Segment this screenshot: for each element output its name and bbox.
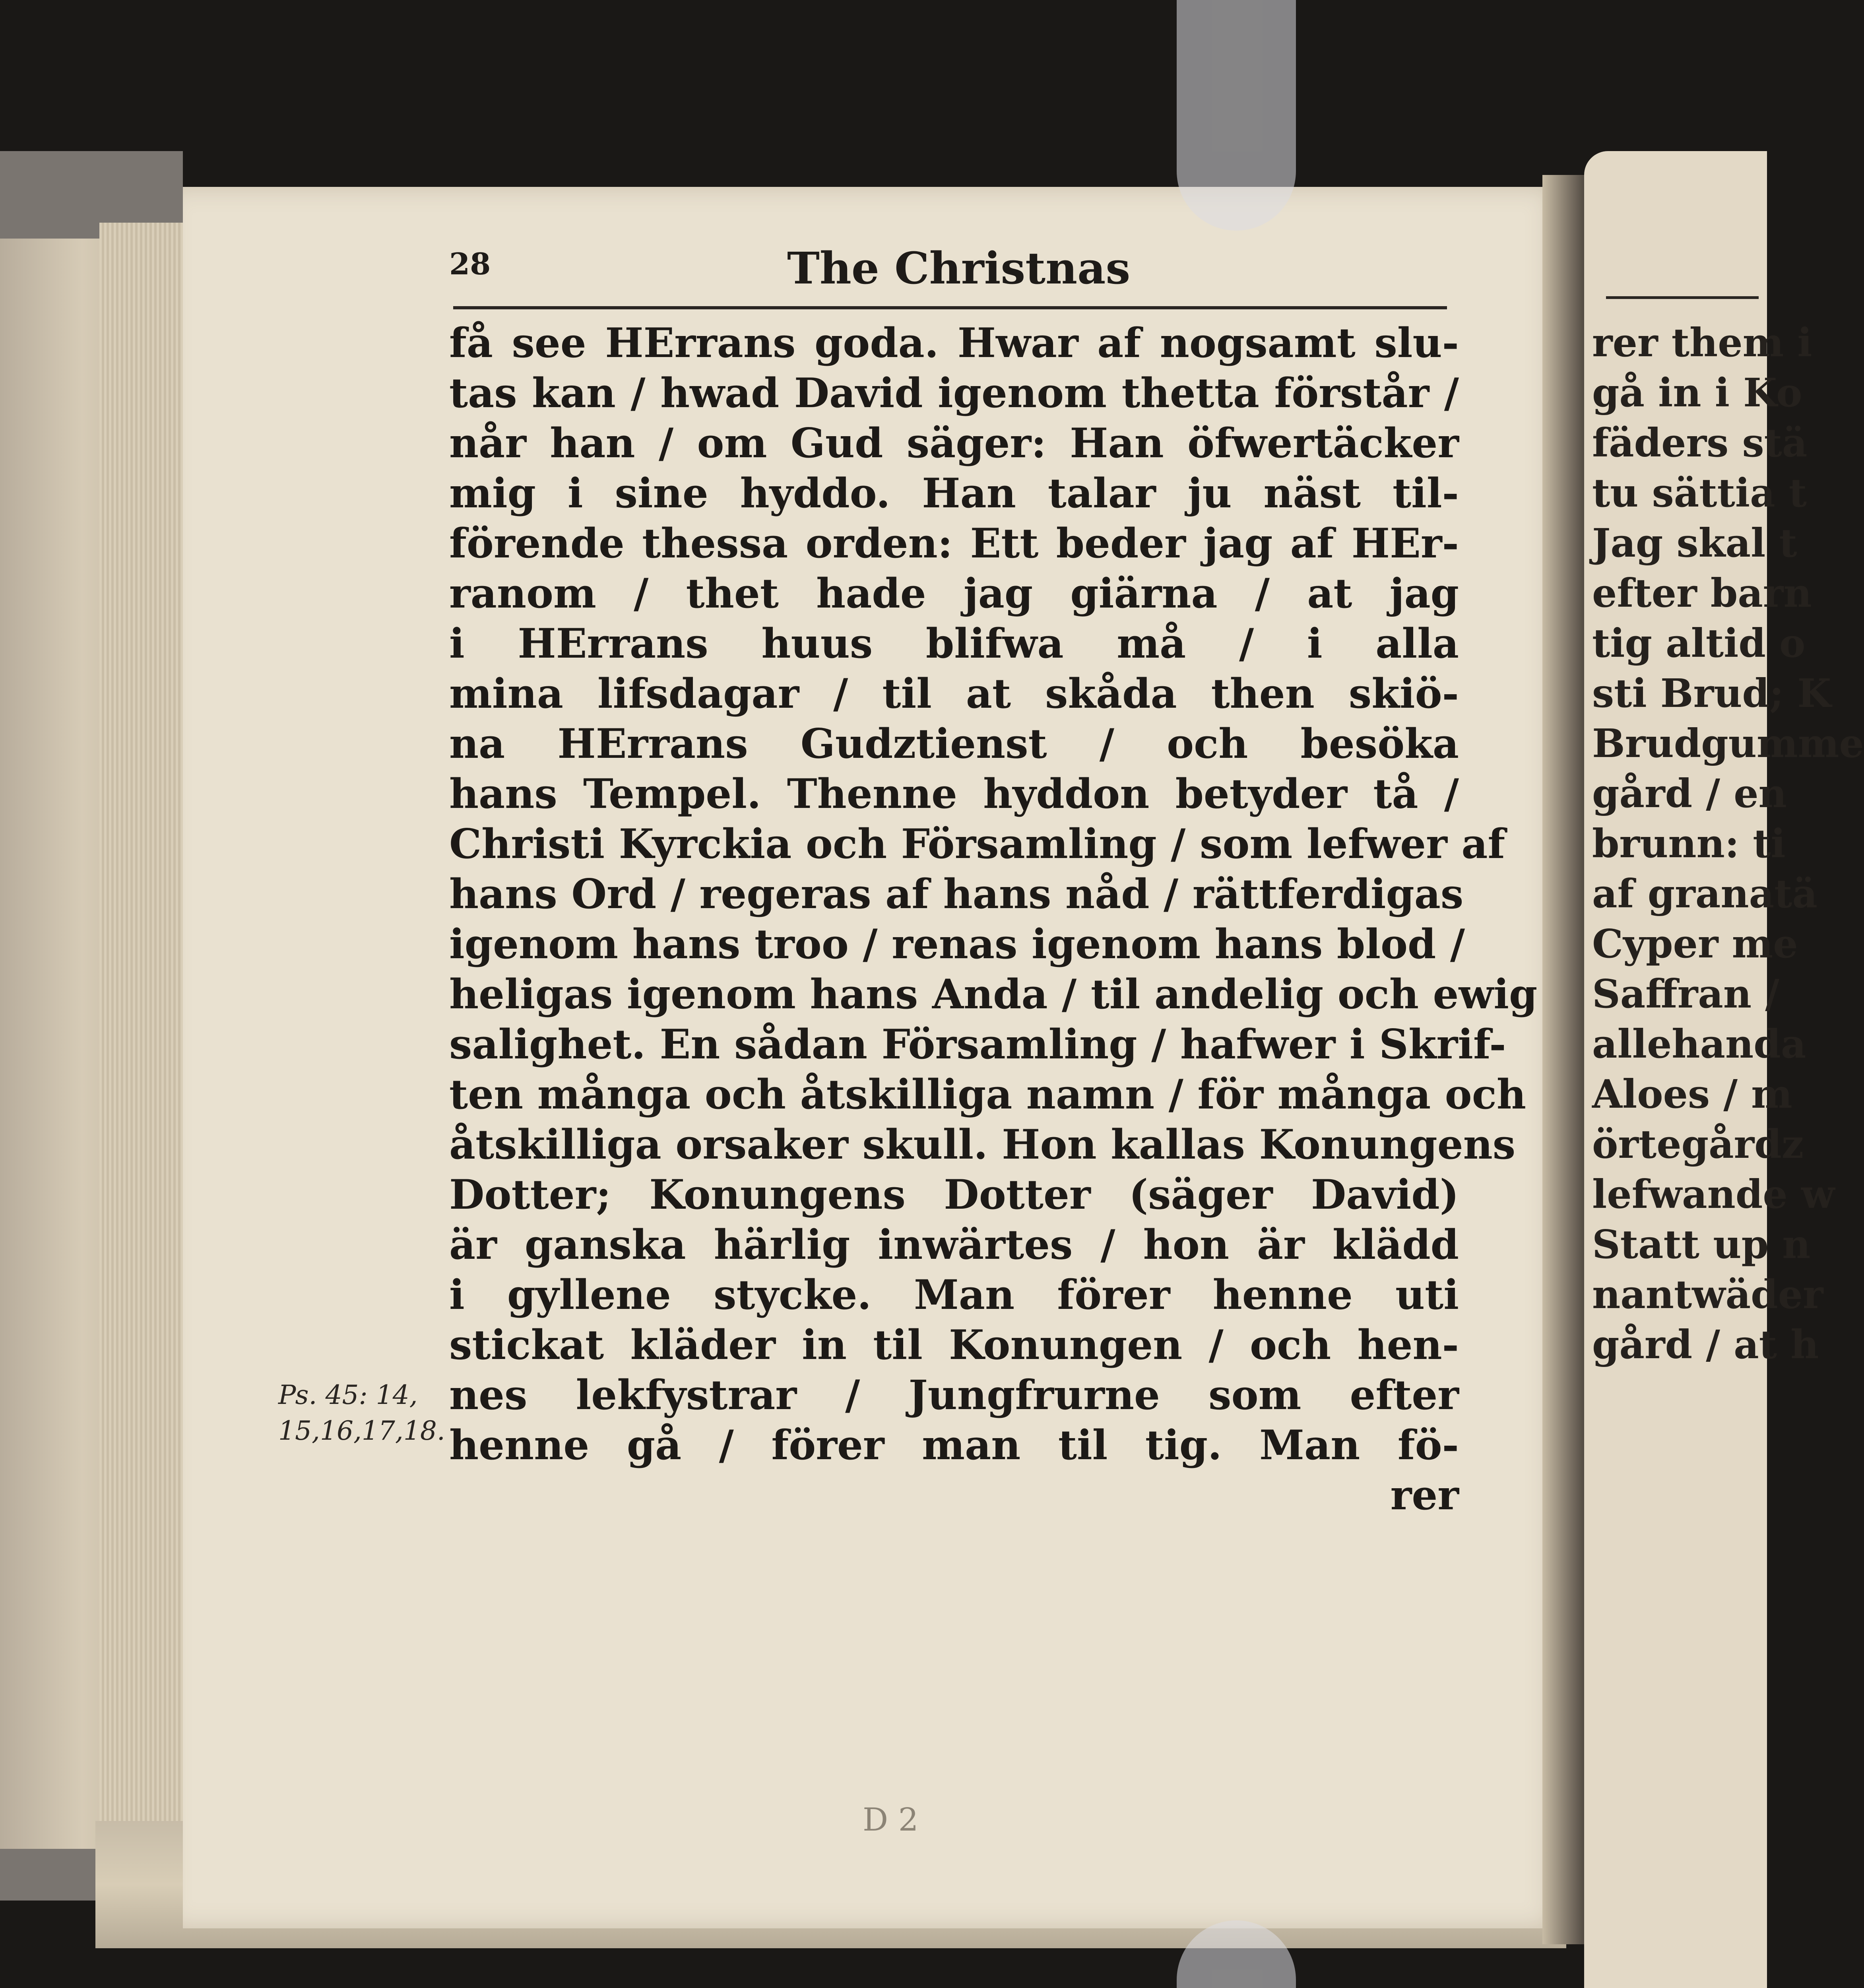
facing-text-line: Saffran / bbox=[1592, 971, 1780, 1017]
facing-text-line: lefwande w bbox=[1592, 1172, 1835, 1217]
text-line: åtskilliga orsaker skull. Hon kallas Konungens bbox=[449, 1121, 1516, 1169]
text-line: tas kan / hwad David igenom thetta förstår / bbox=[449, 369, 1459, 417]
text-line: få see HErrans goda. Hwar af nogsamt slu- bbox=[449, 319, 1459, 367]
text-line: förende thessa orden: Ett beder jag af HEr- bbox=[449, 520, 1459, 567]
text-line: är ganska härlig inwärtes / hon är klädd bbox=[449, 1221, 1459, 1269]
running-head: The Christnas bbox=[787, 243, 1131, 294]
text-line: når han / om Gud säger: Han öfwertäcker bbox=[449, 419, 1459, 467]
text-line: i gyllene stycke. Man förer henne uti bbox=[449, 1271, 1459, 1319]
facing-text-line: Statt up n bbox=[1592, 1222, 1811, 1268]
facing-text-line: brunn: ti bbox=[1592, 821, 1786, 867]
facing-text-line: Aloes / m bbox=[1592, 1072, 1792, 1117]
facing-text-line: af granatä bbox=[1592, 871, 1817, 917]
facing-text-line: Jag skal t bbox=[1592, 520, 1797, 566]
facing-text-line: fäders stä bbox=[1592, 420, 1808, 466]
page-edges bbox=[99, 223, 191, 1893]
margin-note: Ps. 45: 14, bbox=[278, 1380, 418, 1410]
text-line: Christi Kyrckia och Församling / som lefwer af bbox=[449, 820, 1505, 868]
facing-text-line: Brudgumme bbox=[1592, 721, 1864, 767]
text-line: hans Tempel. Thenne hyddon betyder tå / bbox=[449, 770, 1459, 818]
facing-text-line: örtegårdz bbox=[1592, 1122, 1804, 1167]
text-line: heligas igenom hans Anda / til andelig och ewig bbox=[449, 971, 1538, 1018]
text-line: mina lifsdagar / til at skåda then skiö- bbox=[449, 670, 1459, 718]
text-line: igenom hans troo / renas igenom hans blod / bbox=[449, 920, 1465, 968]
margin-note: 15,16,17,18. bbox=[278, 1415, 445, 1446]
body-text bbox=[449, 318, 1538, 1520]
facing-text-line: rer them i bbox=[1592, 320, 1812, 366]
text-line: ten många och åtskilliga namn / för många och bbox=[449, 1071, 1526, 1118]
facing-text-line: sti Brud; K bbox=[1592, 671, 1831, 716]
text-line: stickat kläder in til Konungen / och hen- bbox=[449, 1321, 1459, 1369]
text-line: ranom / thet hade jag giärna / at jag bbox=[449, 570, 1459, 617]
facing-text-line: gå in i Ko bbox=[1592, 370, 1802, 416]
text-line: i HErrans huus blifwa må / i alla bbox=[449, 620, 1459, 668]
facing-text-line: tig altid o bbox=[1592, 621, 1806, 666]
facing-text-line: gård / at h bbox=[1592, 1322, 1819, 1368]
text-line: na HErrans Gudztienst / och besöka bbox=[449, 720, 1459, 768]
text-line: henne gå / förer man til tig. Man fö- bbox=[449, 1421, 1459, 1469]
facing-text-line: Cyper me bbox=[1592, 921, 1798, 967]
facing-text-line: nantwäder bbox=[1592, 1272, 1823, 1318]
header-rule bbox=[453, 306, 1447, 309]
text-line: mig i sine hyddo. Han talar ju näst til- bbox=[449, 470, 1459, 517]
text-line: salighet. En sådan Församling / hafwer i Skrif- bbox=[449, 1021, 1506, 1068]
holding-strap-top bbox=[1177, 0, 1296, 231]
facing-text-line: efter barn bbox=[1592, 571, 1812, 616]
facing-text-line: gård / en bbox=[1592, 771, 1787, 817]
text-line: hans Ord / regeras af hans nåd / rättferdigas bbox=[449, 870, 1464, 918]
text-line: nes lekfystrar / Jungfrurne som efter bbox=[449, 1371, 1459, 1419]
page-number: 28 bbox=[449, 247, 491, 282]
facing-text-line: allehanda bbox=[1592, 1021, 1806, 1067]
signature-mark: D 2 bbox=[863, 1801, 919, 1838]
text-line: Dotter; Konungens Dotter (säger David) bbox=[449, 1171, 1459, 1219]
facing-text-line: tu sättia t bbox=[1592, 470, 1807, 516]
facing-header-rule bbox=[1606, 296, 1759, 299]
catchword: rer bbox=[1390, 1472, 1459, 1519]
facing-page-text bbox=[1592, 318, 1864, 1370]
